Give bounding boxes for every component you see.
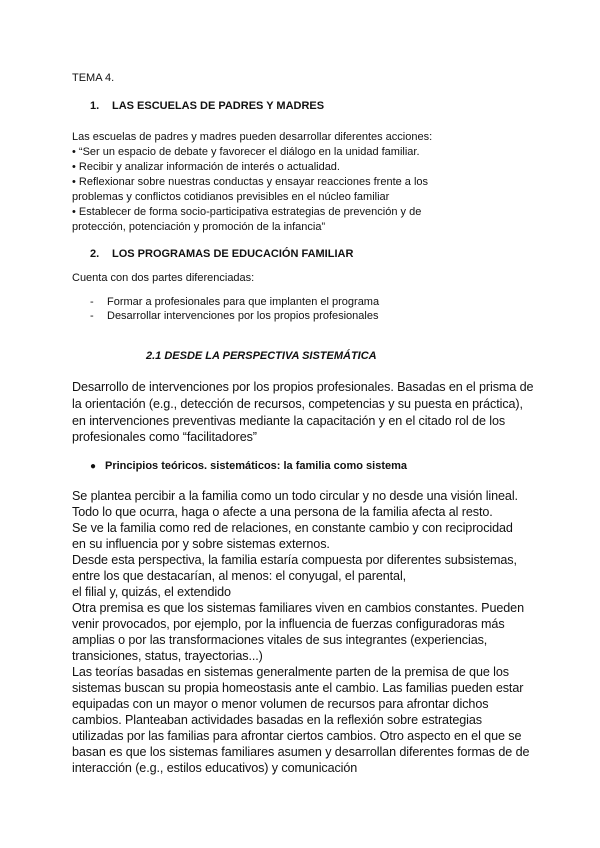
section-2-title: LOS PROGRAMAS DE EDUCACIÓN FAMILIAR [112,248,354,260]
section-1-line: problemas y conflictos cotidianos previsibles en el núcleo familiar [72,191,390,203]
section-1-heading [90,100,324,112]
paragraph-line: Se plantea percibir a la familia como un todo circular y no desde una visión lineal. [72,489,518,503]
bullet-icon: ● [90,461,97,472]
section-1-intro: Las escuelas de padres y madres pueden desarrollar diferentes acciones: [72,131,433,143]
paragraph-line: sistemas buscan su propia homeostasis ante el cambio. Las familias pueden estar [72,681,524,695]
section-1-line: • Establecer de forma socio-participativa estrategias de prevención y de [72,206,422,218]
list-item-text: Formar a profesionales para que implanten el programa [107,296,380,308]
dash-marker: - [90,310,94,322]
paragraph-line: cambios. Planteaban actividades basadas en la reflexión sobre estrategias [72,713,482,727]
paragraph-line: Desarrollo de intervenciones por los propios profesionales. Basadas en el prisma de [72,380,534,394]
section-2-intro: Cuenta con dos partes diferenciadas: [72,272,255,284]
paragraph-line: equipadas con un mayor o menor volumen de recursos para afrontar dichos [72,697,489,711]
principles-heading [90,460,407,472]
section-1-number: 1. [90,100,100,112]
paragraph-line: Las teorías basadas en sistemas generalmente parten de la premisa de que los [72,665,509,679]
paragraph-line: venir provocados, por ejemplo, por la influencia de fuerzas configuradoras más [72,617,505,631]
paragraph-line: Se ve la familia como red de relaciones, en constante cambio y con reciprocidad [72,521,513,535]
paragraph-line: amplias o por las transformaciones vitales de sus integrantes (experiencias, [72,633,488,647]
paragraph-line: entre los que destacarían, al menos: el conyugal, el parental, [72,569,407,583]
paragraph-line: Todo lo que ocurra, haga o afecte a una persona de la familia afecta al resto. [72,505,493,519]
list-item [90,296,379,308]
paragraph-line: profesionales como “facilitadores” [72,430,257,444]
list-item [90,310,378,322]
section-1-title: LAS ESCUELAS DE PADRES Y MADRES [112,100,325,112]
paragraph-line: transiciones, status, trayectorias...) [72,649,263,663]
principles-heading-text: Principios teóricos. sistemáticos: la familia como sistema [105,460,408,472]
paragraph-line: la orientación (e.g., detección de recursos, competencias y su puesta en práctica), [72,397,523,411]
section-2-heading [90,248,353,260]
list-item-text: Desarrollar intervenciones por los propios profesionales [107,310,379,322]
paragraph-line: utilizadas por las familias para afrontar ciertos cambios. Otro aspecto en el que se [72,729,522,743]
paragraph-line: el filial y, quizás, el extendido [72,585,231,599]
section-1-line: • Reflexionar sobre nuestras conductas y ensayar reacciones frente a los [72,176,429,188]
section-2-number: 2. [90,248,100,260]
paragraph-line: Desde esta perspectiva, la familia estaría compuesta por diferentes subsistemas, [72,553,517,567]
document-title: TEMA 4. [72,72,115,84]
section-1-line: protección, potenciación y promoción de la infancia” [72,221,326,233]
dash-marker: - [90,296,94,308]
paragraph-line: en su influencia por y sobre sistemas externos. [72,537,330,551]
section-1-line: • Recibir y analizar información de interés o actualidad. [72,161,340,173]
section-1-line: • “Ser un espacio de debate y favorecer el diálogo en la unidad familiar. [72,146,420,158]
subsection-2-1-heading: 2.1 DESDE LA PERSPECTIVA SISTEMÁTICA [146,350,377,362]
paragraph-line: Otra premisa es que los sistemas familiares viven en cambios constantes. Pueden [72,601,524,615]
paragraph-line: basan es que los sistemas familiares asumen y desarrollan diferentes formas de de [72,745,530,759]
paragraph-line: en intervenciones preventivas mediante la capacitación y en el citado rol de los [72,414,506,428]
paragraph-line: interacción (e.g., estilos educativos) y comunicación [72,761,358,775]
